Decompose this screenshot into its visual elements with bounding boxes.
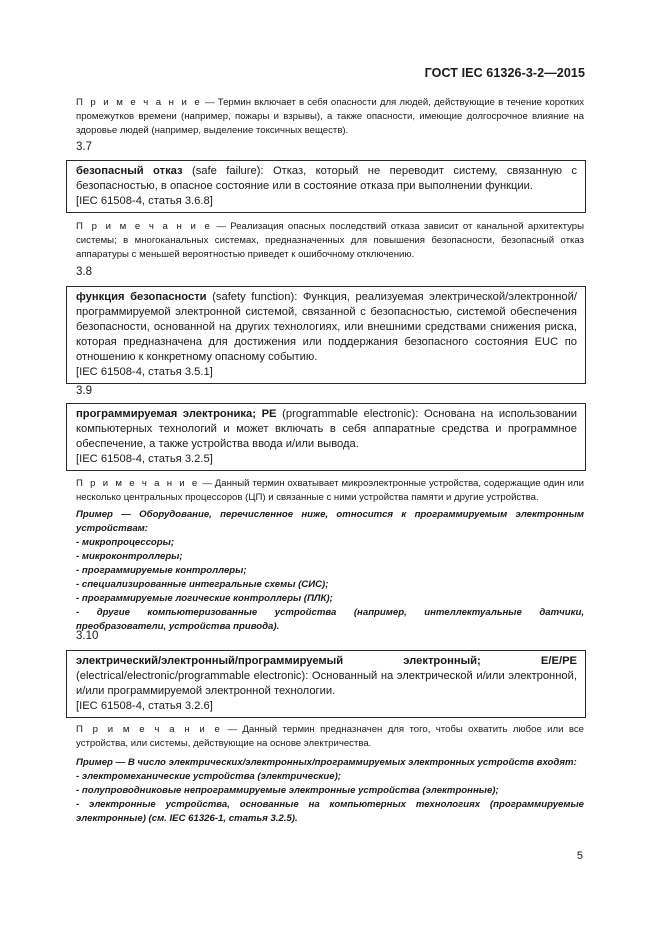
- example-intro: Пример — В число электрических/электронных/программируемых электронных устройств входят:: [76, 757, 577, 768]
- term-box-safety-function: [66, 286, 586, 384]
- section-number: 3.7: [76, 141, 92, 153]
- term: функция безопасности: [76, 291, 207, 303]
- section-number: 3.8: [76, 266, 92, 278]
- reference: [IEC 61508-4, статья 3.6.8]: [76, 195, 213, 207]
- example-item: - другие компьютеризованные устройства (например, интеллектуальные датчики, преобразователи, устройства привода).: [76, 607, 584, 632]
- note-label: П р и м е ч а н и е: [76, 97, 202, 108]
- note-text: — Термин включает в себя опасности для людей, действующие в течение коротких промежутков времени (например, пожары и взрывы), а также опасности, имеющие долгосрочное влияние на здоровье людей (например, выделение токсичных веществ).: [76, 97, 584, 136]
- example-item: - программируемые логические контроллеры (ПЛК);: [76, 593, 333, 604]
- note-text: — Данный термин охватывает микроэлектронные устройства, содержащие один или несколько центральных процессоров (ЦП) и связанные с ними устройства памяти и другие устройства.: [76, 478, 584, 503]
- page-number: 5: [576, 850, 583, 862]
- example-item: - программируемые контроллеры;: [76, 565, 247, 576]
- definition-text: (safety function): Функция, реализуемая электрической/электронной/программируемой электронной системой, связанной с безопасностью, системой обеспечения безопасности, основанной на других технологиях, или внешними средствами снижения риска, которая предназначена для достижения или поддержания безопасного состояния EUC по отношению к конкретному опасному событию.: [76, 291, 577, 363]
- definition-text: (programmable electronic): Основана на использовании компьютерных технологий и может включать в себя аппаратные средства и программное обеспечение, а также устройства ввода и/или вывода.: [76, 408, 577, 450]
- note-programmable-electronic: [76, 477, 584, 505]
- note-label: П р и м е ч а н и е: [76, 221, 213, 232]
- example-item: - полупроводниковые непрограммируемые электронные устройства (электронные);: [76, 785, 499, 796]
- example-item: - микропроцессоры;: [76, 537, 175, 548]
- term-box-programmable-electronic: [66, 403, 586, 471]
- note-top: [76, 96, 584, 138]
- reference: [IEC 61508-4, статья 3.5.1]: [76, 366, 213, 378]
- example-intro: Пример — Оборудование, перечисленное ниже, относится к программируемым электронным устройствам:: [76, 509, 584, 534]
- definition-text: (electrical/electronic/programmable electronic): Основанный на электрической и/или электронной, и/или программируемой электронной технологии.: [76, 670, 577, 697]
- note-eepe: [76, 723, 584, 751]
- term: безопасный отказ: [76, 165, 183, 177]
- term: программируемая электроника; PE: [76, 408, 277, 420]
- term: электрический/электронный/программируемый электронный; E/E/PE: [76, 655, 577, 667]
- note-label: П р и м е ч а н и е: [76, 478, 200, 489]
- definition: [76, 407, 577, 452]
- note-safe-failure: [76, 220, 584, 262]
- section-number: 3.9: [76, 385, 92, 397]
- reference: [IEC 61508-4, статья 3.2.6]: [76, 700, 213, 712]
- note-text: — Реализация опасных последствий отказа зависит от канальной архитектуры системы; в многоканальных системах, предназначенных для повышения безопасности, безопасный отказ аппаратуры с меньшей вероятностью приведет к ошибочному отключению.: [76, 221, 584, 260]
- note-text: — Данный термин предназначен для того, чтобы охватить любое или все устройства, или системы, действующие на основе электричества.: [76, 724, 584, 749]
- example-item: - электромеханические устройства (электрические);: [76, 771, 341, 782]
- example-item: - микроконтроллеры;: [76, 551, 183, 562]
- example-item: - электронные устройства, основанные на компьютерных технологиях (программируемые электронные) (см. IEC 61326-1, статья 3.2.5).: [76, 799, 584, 824]
- note-label: П р и м е ч а н и е: [76, 724, 223, 735]
- example-eepe: [76, 756, 584, 826]
- definition-text: (safe failure): Отказ, который не переводит систему, связанную с безопасностью, в опасное состояние или в состояние отказа при выполнении функции.: [76, 165, 577, 192]
- reference: [IEC 61508-4, статья 3.2.5]: [76, 453, 213, 465]
- definition: [76, 290, 577, 365]
- example-programmable-electronic: [76, 508, 584, 634]
- document-header: ГОСТ IEC 61326-3-2—2015: [424, 66, 585, 80]
- term-box-safe-failure: [66, 160, 586, 213]
- section-number: 3.10: [76, 630, 99, 642]
- definition: [76, 164, 577, 194]
- example-item: - специализированные интегральные схемы (СИС);: [76, 579, 329, 590]
- definition: [76, 654, 577, 699]
- term-box-eepe: [66, 650, 586, 718]
